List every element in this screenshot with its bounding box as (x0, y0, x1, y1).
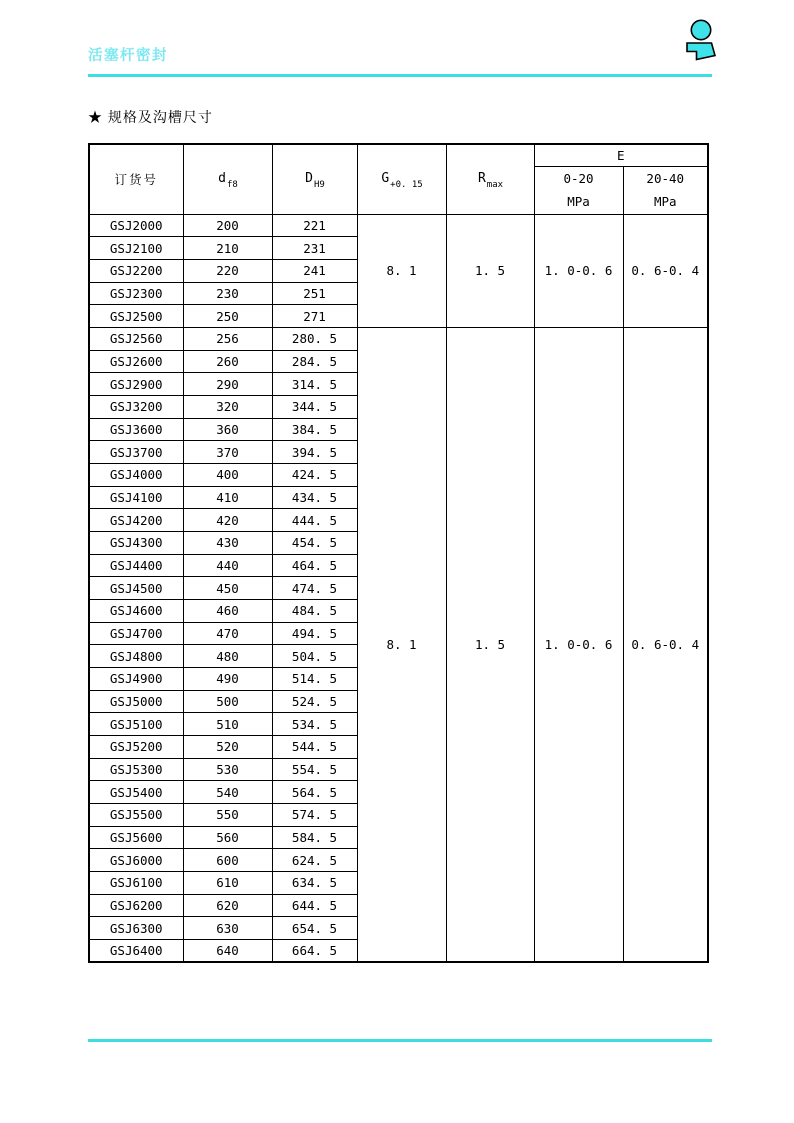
col-header-d-h9: $D_{H9}$ (272, 144, 357, 214)
d-h9-cell: 241 (272, 259, 357, 282)
d-f8-cell: 640 (183, 940, 272, 963)
e-20-40-value-cell: 0. 6-0. 4 (623, 214, 708, 327)
order-number-cell: GSJ6400 (89, 940, 183, 963)
order-number-cell: GSJ4100 (89, 486, 183, 509)
e-low-unit-label: MPa (567, 194, 590, 209)
d-h9-cell: 424. 5 (272, 463, 357, 486)
d-h9-cell: 221 (272, 214, 357, 237)
table-row (89, 214, 708, 237)
table-row (89, 327, 708, 350)
d-h9-cell: 251 (272, 282, 357, 305)
d-f8-cell: 630 (183, 917, 272, 940)
d-f8-cell: 200 (183, 214, 272, 237)
order-number-cell: GSJ5400 (89, 781, 183, 804)
order-number-cell: GSJ5000 (89, 690, 183, 713)
d-h9-cell: 544. 5 (272, 735, 357, 758)
order-number-cell: GSJ2300 (89, 282, 183, 305)
e-0-20-value-cell: 1. 0-0. 6 (534, 214, 623, 327)
order-number-cell: GSJ2100 (89, 237, 183, 260)
order-number-cell: GSJ4600 (89, 599, 183, 622)
order-number-cell: GSJ4300 (89, 531, 183, 554)
d-h9-cell: 394. 5 (272, 441, 357, 464)
order-number-cell: GSJ2000 (89, 214, 183, 237)
d-h9-cell: 554. 5 (272, 758, 357, 781)
order-number-cell: GSJ6300 (89, 917, 183, 940)
order-number-cell: GSJ4500 (89, 577, 183, 600)
d-f8-cell: 260 (183, 350, 272, 373)
d-h9-cell: 564. 5 (272, 781, 357, 804)
d-h9-cell: 284. 5 (272, 350, 357, 373)
e-high-range-label: 20-40 (646, 171, 685, 186)
order-number-cell: GSJ6000 (89, 849, 183, 872)
d-h9-cell: 524. 5 (272, 690, 357, 713)
order-number-cell: GSJ6100 (89, 871, 183, 894)
d-f8-cell: 210 (183, 237, 272, 260)
seal-logo-icon (684, 16, 718, 66)
d-f8-cell: 540 (183, 781, 272, 804)
d-h9-cell: 624. 5 (272, 849, 357, 872)
d-h9-cell: 454. 5 (272, 531, 357, 554)
order-number-cell: GSJ5600 (89, 826, 183, 849)
spec-table-body (89, 214, 708, 962)
e-high-unit-label: MPa (653, 194, 677, 209)
d-f8-cell: 370 (183, 441, 272, 464)
order-number-cell: GSJ2900 (89, 373, 183, 396)
order-number-cell: GSJ2560 (89, 327, 183, 350)
d-h9-cell: 644. 5 (272, 894, 357, 917)
order-number-cell: GSJ4000 (89, 463, 183, 486)
r-max-value-cell: 1. 5 (446, 327, 534, 962)
d-f8-cell: 256 (183, 327, 272, 350)
order-number-cell: GSJ5500 (89, 803, 183, 826)
d-h9-cell: 231 (272, 237, 357, 260)
d-h9-cell: 280. 5 (272, 327, 357, 350)
d-h9-cell: 464. 5 (272, 554, 357, 577)
d-f8-cell: 250 (183, 305, 272, 328)
d-f8-cell: 490 (183, 667, 272, 690)
logo-circle (691, 20, 710, 39)
d-f8-cell: 290 (183, 373, 272, 396)
d-h9-cell: 574. 5 (272, 803, 357, 826)
d-f8-cell: 550 (183, 803, 272, 826)
d-h9-cell: 484. 5 (272, 599, 357, 622)
order-number-cell: GSJ4200 (89, 509, 183, 532)
d-f8-cell: 400 (183, 463, 272, 486)
r-max-value-cell: 1. 5 (446, 214, 534, 327)
e-low-range-label: 0-20 (563, 171, 594, 186)
d-f8-cell: 600 (183, 849, 272, 872)
d-h9-cell: 314. 5 (272, 373, 357, 396)
d-f8-cell: 440 (183, 554, 272, 577)
d-f8-cell: 510 (183, 713, 272, 736)
d-f8-cell: 420 (183, 509, 272, 532)
d-f8-cell: 450 (183, 577, 272, 600)
footer-divider (88, 1039, 712, 1042)
d-f8-cell: 460 (183, 599, 272, 622)
d-f8-cell: 320 (183, 395, 272, 418)
d-f8-cell: 430 (183, 531, 272, 554)
d-f8-cell: 620 (183, 894, 272, 917)
order-number-cell: GSJ2600 (89, 350, 183, 373)
d-f8-cell: 530 (183, 758, 272, 781)
header-divider (88, 74, 712, 77)
d-f8-cell: 410 (183, 486, 272, 509)
order-number-cell: GSJ4900 (89, 667, 183, 690)
order-number-cell: GSJ4400 (89, 554, 183, 577)
d-f8-cell: 520 (183, 735, 272, 758)
order-number-cell: GSJ5200 (89, 735, 183, 758)
d-f8-cell: 360 (183, 418, 272, 441)
d-h9-cell: 634. 5 (272, 871, 357, 894)
d-h9-cell: 494. 5 (272, 622, 357, 645)
d-h9-cell: 344. 5 (272, 395, 357, 418)
d-f8-cell: 560 (183, 826, 272, 849)
d-h9-cell: 654. 5 (272, 917, 357, 940)
d-h9-cell: 504. 5 (272, 645, 357, 668)
order-number-cell: GSJ2200 (89, 259, 183, 282)
d-h9-cell: 271 (272, 305, 357, 328)
order-number-cell: GSJ4800 (89, 645, 183, 668)
d-f8-cell: 220 (183, 259, 272, 282)
order-number-cell: GSJ5100 (89, 713, 183, 736)
section-title: ★ 规格及沟槽尺寸 (88, 109, 213, 125)
order-number-cell: GSJ3700 (89, 441, 183, 464)
d-h9-cell: 384. 5 (272, 418, 357, 441)
page-title: 活塞杆密封 (88, 48, 168, 64)
d-f8-cell: 230 (183, 282, 272, 305)
col-header-d-f8: $d_{f8}$ (183, 144, 272, 214)
col-header-g: $G_{+0. 15}$ (357, 144, 446, 214)
col-header-r-max: $R_{max}$ (446, 144, 534, 214)
order-number-cell: GSJ3600 (89, 418, 183, 441)
d-h9-cell: 514. 5 (272, 667, 357, 690)
e-0-20-value-cell: 1. 0-0. 6 (534, 327, 623, 962)
logo-seal-profile (687, 43, 715, 60)
d-f8-cell: 610 (183, 871, 272, 894)
d-f8-cell: 480 (183, 645, 272, 668)
col-header-e-20-40 (623, 166, 708, 214)
spec-table (88, 143, 709, 963)
order-number-cell: GSJ4700 (89, 622, 183, 645)
d-h9-cell: 444. 5 (272, 509, 357, 532)
d-f8-cell: 500 (183, 690, 272, 713)
d-f8-cell: 470 (183, 622, 272, 645)
col-header-e-group: E (534, 144, 708, 166)
col-header-order-number: 订货号 (89, 144, 183, 214)
d-h9-cell: 434. 5 (272, 486, 357, 509)
order-number-cell: GSJ5300 (89, 758, 183, 781)
order-number-cell: GSJ6200 (89, 894, 183, 917)
d-h9-cell: 474. 5 (272, 577, 357, 600)
order-number-cell: GSJ3200 (89, 395, 183, 418)
col-header-e-0-20 (534, 166, 623, 214)
e-20-40-value-cell: 0. 6-0. 4 (623, 327, 708, 962)
d-h9-cell: 664. 5 (272, 940, 357, 963)
g-value-cell: 8. 1 (357, 214, 446, 327)
d-h9-cell: 534. 5 (272, 713, 357, 736)
d-h9-cell: 584. 5 (272, 826, 357, 849)
g-value-cell: 8. 1 (357, 327, 446, 962)
order-number-cell: GSJ2500 (89, 305, 183, 328)
